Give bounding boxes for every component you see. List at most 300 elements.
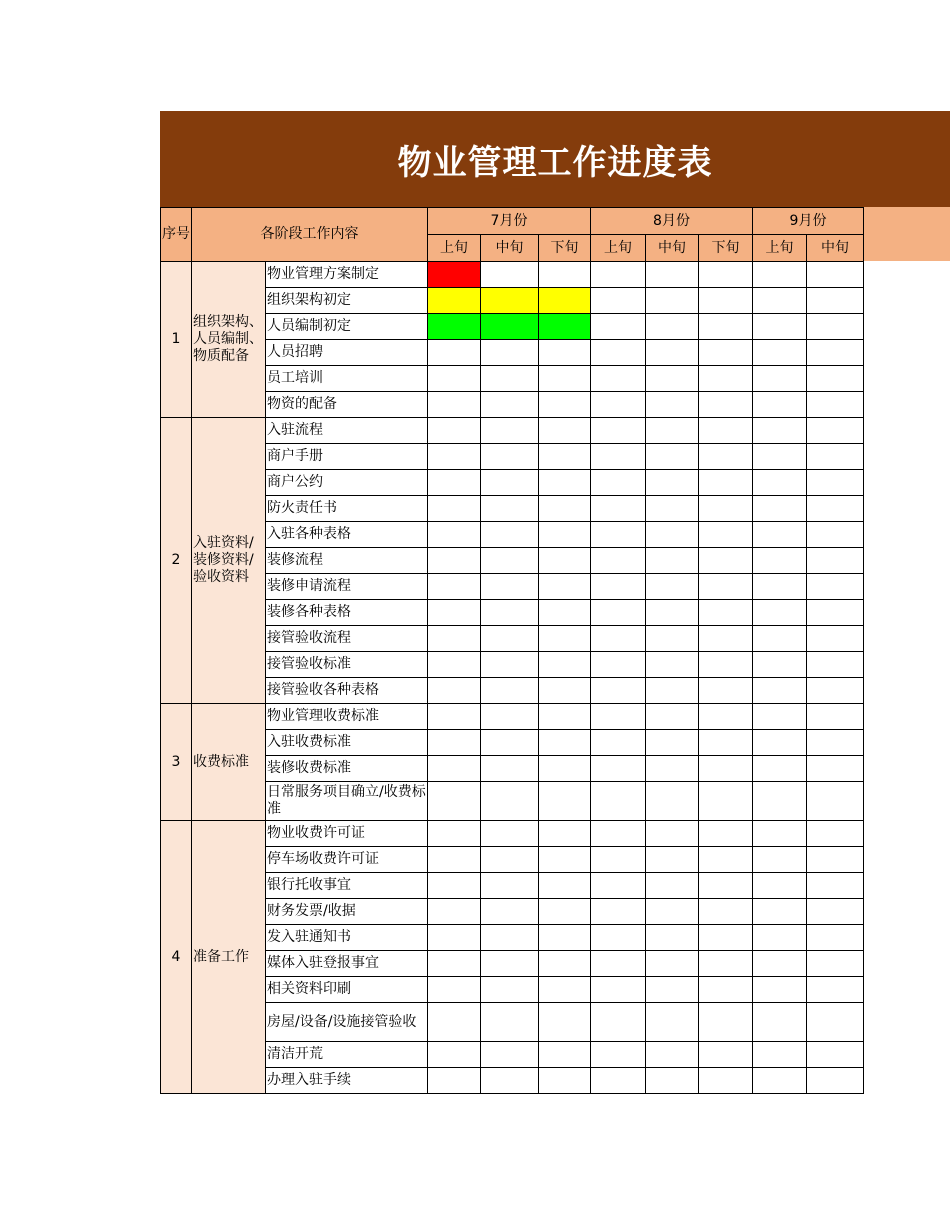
task-cell[interactable]: 入驻流程: [266, 418, 428, 444]
progress-cell[interactable]: [753, 574, 807, 600]
progress-cell[interactable]: [539, 730, 591, 756]
progress-cell[interactable]: [539, 626, 591, 652]
progress-cell[interactable]: [807, 470, 864, 496]
progress-cell[interactable]: [753, 977, 807, 1003]
task-cell[interactable]: 装修申请流程: [266, 574, 428, 600]
task-cell[interactable]: 银行托收事宜: [266, 873, 428, 899]
progress-cell[interactable]: [539, 782, 591, 821]
table-row: [161, 873, 864, 899]
progress-cell[interactable]: [699, 678, 753, 704]
progress-cell[interactable]: [753, 899, 807, 925]
progress-cell[interactable]: [481, 392, 539, 418]
progress-cell[interactable]: [807, 1003, 864, 1042]
task-cell[interactable]: 房屋/设备/设施接管验收: [266, 1003, 428, 1042]
progress-cell[interactable]: [481, 340, 539, 366]
progress-cell[interactable]: [481, 444, 539, 470]
progress-cell[interactable]: [428, 574, 481, 600]
progress-cell[interactable]: [539, 977, 591, 1003]
task-cell[interactable]: 员工培训: [266, 366, 428, 392]
task-cell[interactable]: 商户手册: [266, 444, 428, 470]
task-cell[interactable]: 日常服务项目确立/收费标准: [266, 782, 428, 821]
progress-cell[interactable]: [646, 704, 699, 730]
progress-cell[interactable]: [646, 366, 699, 392]
progress-cell[interactable]: [428, 340, 481, 366]
progress-cell[interactable]: [591, 899, 646, 925]
progress-cell[interactable]: [539, 1068, 591, 1094]
progress-cell[interactable]: [699, 392, 753, 418]
progress-cell[interactable]: [481, 522, 539, 548]
task-cell[interactable]: 入驻各种表格: [266, 522, 428, 548]
progress-cell[interactable]: [591, 262, 646, 288]
progress-cell[interactable]: [428, 951, 481, 977]
progress-cell[interactable]: [699, 1003, 753, 1042]
progress-cell[interactable]: [807, 977, 864, 1003]
task-cell[interactable]: 清洁开荒: [266, 1042, 428, 1068]
progress-cell[interactable]: [481, 548, 539, 574]
progress-cell-yellow[interactable]: [428, 288, 481, 314]
progress-cell[interactable]: [428, 418, 481, 444]
progress-cell-yellow[interactable]: [481, 288, 539, 314]
progress-cell[interactable]: [753, 288, 807, 314]
progress-cell[interactable]: [428, 600, 481, 626]
progress-cell[interactable]: [807, 392, 864, 418]
progress-cell[interactable]: [481, 951, 539, 977]
progress-cell[interactable]: [539, 496, 591, 522]
task-cell[interactable]: 财务发票/收据: [266, 899, 428, 925]
progress-cell[interactable]: [699, 626, 753, 652]
progress-cell[interactable]: [646, 418, 699, 444]
table-row: [161, 925, 864, 951]
progress-cell[interactable]: [753, 782, 807, 821]
progress-cell[interactable]: [591, 1042, 646, 1068]
progress-cell[interactable]: [699, 600, 753, 626]
progress-cell[interactable]: [591, 340, 646, 366]
progress-cell[interactable]: [481, 262, 539, 288]
progress-cell[interactable]: [646, 626, 699, 652]
progress-cell[interactable]: [646, 899, 699, 925]
progress-cell[interactable]: [428, 626, 481, 652]
progress-cell[interactable]: [699, 951, 753, 977]
progress-cell[interactable]: [481, 418, 539, 444]
progress-cell[interactable]: [591, 652, 646, 678]
phase-cell: 入驻资料/装修资料/验收资料: [192, 418, 266, 704]
progress-cell[interactable]: [539, 873, 591, 899]
progress-cell[interactable]: [646, 262, 699, 288]
progress-cell[interactable]: [591, 951, 646, 977]
progress-cell[interactable]: [591, 1068, 646, 1094]
progress-cell[interactable]: [646, 470, 699, 496]
progress-cell[interactable]: [428, 548, 481, 574]
progress-cell[interactable]: [481, 470, 539, 496]
progress-cell[interactable]: [646, 1042, 699, 1068]
progress-cell[interactable]: [428, 444, 481, 470]
progress-cell[interactable]: [753, 392, 807, 418]
progress-cell[interactable]: [699, 873, 753, 899]
progress-cell[interactable]: [807, 1042, 864, 1068]
progress-cell[interactable]: [539, 262, 591, 288]
progress-cell[interactable]: [591, 704, 646, 730]
progress-cell[interactable]: [807, 873, 864, 899]
progress-cell[interactable]: [428, 522, 481, 548]
progress-cell[interactable]: [699, 366, 753, 392]
table-row: [161, 678, 864, 704]
progress-cell[interactable]: [753, 418, 807, 444]
progress-cell[interactable]: [591, 847, 646, 873]
progress-cell-green[interactable]: [428, 314, 481, 340]
table-row: [161, 574, 864, 600]
progress-cell[interactable]: [591, 873, 646, 899]
progress-cell[interactable]: [481, 1068, 539, 1094]
progress-cell[interactable]: [807, 314, 864, 340]
table-row: [161, 418, 864, 444]
progress-cell[interactable]: [646, 288, 699, 314]
progress-cell[interactable]: [591, 1003, 646, 1042]
progress-cell-green[interactable]: [539, 314, 591, 340]
progress-cell[interactable]: [646, 925, 699, 951]
progress-cell[interactable]: [428, 977, 481, 1003]
task-cell[interactable]: 物业管理方案制定: [266, 262, 428, 288]
progress-cell[interactable]: [646, 730, 699, 756]
progress-cell[interactable]: [428, 782, 481, 821]
task-cell[interactable]: 人员编制初定: [266, 314, 428, 340]
progress-cell[interactable]: [428, 496, 481, 522]
progress-cell[interactable]: [699, 782, 753, 821]
progress-cell[interactable]: [539, 444, 591, 470]
progress-cell[interactable]: [646, 1003, 699, 1042]
progress-cell[interactable]: [753, 925, 807, 951]
progress-cell[interactable]: [481, 704, 539, 730]
progress-cell[interactable]: [753, 262, 807, 288]
progress-cell[interactable]: [753, 444, 807, 470]
progress-cell[interactable]: [481, 756, 539, 782]
progress-cell[interactable]: [807, 821, 864, 847]
progress-cell[interactable]: [807, 899, 864, 925]
task-cell[interactable]: 物业收费许可证: [266, 821, 428, 847]
progress-cell[interactable]: [539, 600, 591, 626]
progress-cell[interactable]: [807, 496, 864, 522]
progress-cell[interactable]: [646, 652, 699, 678]
progress-cell[interactable]: [428, 470, 481, 496]
progress-cell[interactable]: [481, 899, 539, 925]
task-cell[interactable]: 办理入驻手续: [266, 1068, 428, 1094]
table-row: [161, 782, 864, 821]
progress-cell[interactable]: [591, 418, 646, 444]
progress-cell[interactable]: [428, 704, 481, 730]
task-cell[interactable]: 防火责任书: [266, 496, 428, 522]
progress-cell[interactable]: [481, 574, 539, 600]
progress-cell[interactable]: [428, 1003, 481, 1042]
task-cell[interactable]: 接管验收标准: [266, 652, 428, 678]
progress-cell[interactable]: [699, 730, 753, 756]
progress-cell[interactable]: [428, 678, 481, 704]
progress-cell[interactable]: [753, 366, 807, 392]
progress-cell[interactable]: [753, 951, 807, 977]
progress-cell[interactable]: [807, 366, 864, 392]
progress-cell[interactable]: [807, 951, 864, 977]
progress-cell[interactable]: [539, 470, 591, 496]
progress-cell[interactable]: [539, 392, 591, 418]
progress-cell[interactable]: [699, 756, 753, 782]
progress-cell[interactable]: [428, 392, 481, 418]
progress-cell[interactable]: [539, 574, 591, 600]
progress-cell[interactable]: [481, 678, 539, 704]
progress-cell[interactable]: [591, 925, 646, 951]
progress-cell[interactable]: [539, 418, 591, 444]
progress-cell[interactable]: [591, 392, 646, 418]
progress-cell[interactable]: [539, 1003, 591, 1042]
progress-cell[interactable]: [699, 262, 753, 288]
progress-cell[interactable]: [539, 899, 591, 925]
progress-cell[interactable]: [481, 925, 539, 951]
progress-cell[interactable]: [646, 314, 699, 340]
table-row: [161, 756, 864, 782]
progress-cell[interactable]: [699, 704, 753, 730]
task-cell[interactable]: 媒体入驻登报事宜: [266, 951, 428, 977]
progress-cell[interactable]: [753, 522, 807, 548]
progress-cell[interactable]: [591, 470, 646, 496]
progress-cell[interactable]: [753, 1042, 807, 1068]
progress-cell[interactable]: [646, 392, 699, 418]
progress-cell-red[interactable]: [428, 262, 481, 288]
progress-cell[interactable]: [428, 652, 481, 678]
progress-cell[interactable]: [807, 574, 864, 600]
progress-cell[interactable]: [428, 1042, 481, 1068]
task-cell[interactable]: 物资的配备: [266, 392, 428, 418]
seq-cell: 1: [161, 262, 192, 418]
progress-cell[interactable]: [646, 574, 699, 600]
progress-cell[interactable]: [807, 626, 864, 652]
task-cell[interactable]: 组织架构初定: [266, 288, 428, 314]
progress-cell[interactable]: [481, 1003, 539, 1042]
progress-cell[interactable]: [481, 730, 539, 756]
progress-cell[interactable]: [699, 652, 753, 678]
table-row: [161, 1042, 864, 1068]
table-row: [161, 626, 864, 652]
task-cell[interactable]: 物业管理收费标准: [266, 704, 428, 730]
period-header: 上旬: [428, 235, 481, 262]
progress-cell[interactable]: [753, 626, 807, 652]
task-cell[interactable]: 接管验收流程: [266, 626, 428, 652]
progress-cell[interactable]: [807, 782, 864, 821]
progress-cell[interactable]: [699, 1068, 753, 1094]
progress-cell[interactable]: [646, 756, 699, 782]
progress-cell[interactable]: [753, 600, 807, 626]
progress-cell[interactable]: [807, 548, 864, 574]
progress-cell[interactable]: [807, 925, 864, 951]
progress-cell[interactable]: [753, 496, 807, 522]
progress-cell[interactable]: [807, 730, 864, 756]
progress-cell[interactable]: [591, 574, 646, 600]
progress-cell[interactable]: [753, 756, 807, 782]
progress-cell[interactable]: [699, 574, 753, 600]
progress-cell[interactable]: [591, 756, 646, 782]
table-row: [161, 1003, 864, 1042]
progress-cell[interactable]: [699, 496, 753, 522]
progress-cell[interactable]: [753, 340, 807, 366]
progress-cell[interactable]: [699, 314, 753, 340]
progress-cell[interactable]: [807, 288, 864, 314]
progress-cell[interactable]: [481, 1042, 539, 1068]
table-row: [161, 496, 864, 522]
period-header: 下旬: [539, 235, 591, 262]
progress-cell[interactable]: [807, 262, 864, 288]
progress-cell[interactable]: [591, 288, 646, 314]
table-row: [161, 951, 864, 977]
progress-cell[interactable]: [646, 444, 699, 470]
progress-cell[interactable]: [646, 1068, 699, 1094]
progress-cell[interactable]: [699, 925, 753, 951]
progress-cell[interactable]: [753, 730, 807, 756]
table-row: [161, 340, 864, 366]
progress-cell[interactable]: [646, 951, 699, 977]
phase-cell: 收费标准: [192, 704, 266, 821]
progress-cell[interactable]: [539, 522, 591, 548]
progress-cell[interactable]: [646, 847, 699, 873]
month-header: 8月份: [591, 208, 753, 235]
progress-cell[interactable]: [753, 1068, 807, 1094]
progress-cell[interactable]: [699, 977, 753, 1003]
progress-cell-yellow[interactable]: [539, 288, 591, 314]
progress-cell[interactable]: [699, 340, 753, 366]
progress-cell[interactable]: [428, 899, 481, 925]
progress-cell[interactable]: [699, 470, 753, 496]
progress-cell[interactable]: [753, 873, 807, 899]
progress-cell[interactable]: [807, 340, 864, 366]
progress-cell[interactable]: [481, 977, 539, 1003]
task-cell[interactable]: 商户公约: [266, 470, 428, 496]
progress-cell[interactable]: [428, 847, 481, 873]
progress-cell[interactable]: [646, 873, 699, 899]
task-cell[interactable]: 相关资料印刷: [266, 977, 428, 1003]
progress-cell[interactable]: [591, 977, 646, 1003]
task-cell[interactable]: 装修各种表格: [266, 600, 428, 626]
progress-cell[interactable]: [481, 366, 539, 392]
progress-cell[interactable]: [481, 496, 539, 522]
progress-cell[interactable]: [591, 444, 646, 470]
progress-cell[interactable]: [646, 548, 699, 574]
progress-cell[interactable]: [807, 847, 864, 873]
progress-cell[interactable]: [428, 1068, 481, 1094]
progress-cell[interactable]: [428, 756, 481, 782]
task-cell[interactable]: 停车场收费许可证: [266, 847, 428, 873]
progress-cell[interactable]: [591, 782, 646, 821]
progress-cell[interactable]: [807, 1068, 864, 1094]
progress-cell[interactable]: [591, 496, 646, 522]
progress-cell[interactable]: [428, 821, 481, 847]
progress-cell[interactable]: [539, 756, 591, 782]
progress-cell[interactable]: [591, 626, 646, 652]
progress-cell[interactable]: [481, 600, 539, 626]
progress-cell[interactable]: [699, 1042, 753, 1068]
progress-cell[interactable]: [539, 925, 591, 951]
progress-cell[interactable]: [428, 873, 481, 899]
progress-cell[interactable]: [591, 821, 646, 847]
progress-cell[interactable]: [591, 548, 646, 574]
progress-cell[interactable]: [539, 340, 591, 366]
progress-cell[interactable]: [539, 821, 591, 847]
progress-cell[interactable]: [481, 652, 539, 678]
progress-cell[interactable]: [591, 730, 646, 756]
progress-cell[interactable]: [699, 821, 753, 847]
progress-cell[interactable]: [539, 1042, 591, 1068]
progress-cell[interactable]: [753, 652, 807, 678]
task-cell[interactable]: 接管验收各种表格: [266, 678, 428, 704]
task-cell[interactable]: 发入驻通知书: [266, 925, 428, 951]
progress-cell[interactable]: [753, 678, 807, 704]
progress-cell[interactable]: [481, 873, 539, 899]
progress-cell[interactable]: [753, 1003, 807, 1042]
progress-cell[interactable]: [807, 652, 864, 678]
progress-cell[interactable]: [539, 951, 591, 977]
task-cell[interactable]: 入驻收费标准: [266, 730, 428, 756]
progress-cell[interactable]: [646, 821, 699, 847]
progress-cell[interactable]: [646, 496, 699, 522]
progress-cell[interactable]: [539, 704, 591, 730]
progress-cell[interactable]: [428, 925, 481, 951]
task-cell[interactable]: 装修收费标准: [266, 756, 428, 782]
progress-cell[interactable]: [807, 444, 864, 470]
progress-cell[interactable]: [699, 522, 753, 548]
progress-cell[interactable]: [753, 847, 807, 873]
progress-cell[interactable]: [428, 366, 481, 392]
seq-header: 序号: [161, 208, 192, 262]
progress-cell[interactable]: [699, 847, 753, 873]
progress-cell[interactable]: [481, 821, 539, 847]
progress-cell[interactable]: [753, 548, 807, 574]
progress-cell[interactable]: [699, 418, 753, 444]
progress-cell[interactable]: [807, 678, 864, 704]
progress-cell[interactable]: [646, 522, 699, 548]
progress-cell[interactable]: [481, 782, 539, 821]
task-cell[interactable]: 装修流程: [266, 548, 428, 574]
progress-cell[interactable]: [753, 821, 807, 847]
progress-cell[interactable]: [428, 730, 481, 756]
task-cell[interactable]: 人员招聘: [266, 340, 428, 366]
progress-cell[interactable]: [753, 314, 807, 340]
progress-cell[interactable]: [646, 600, 699, 626]
progress-cell[interactable]: [591, 600, 646, 626]
progress-cell[interactable]: [699, 444, 753, 470]
progress-cell[interactable]: [646, 977, 699, 1003]
progress-cell[interactable]: [539, 548, 591, 574]
progress-cell[interactable]: [539, 678, 591, 704]
progress-cell[interactable]: [807, 704, 864, 730]
progress-cell[interactable]: [539, 366, 591, 392]
progress-cell[interactable]: [646, 782, 699, 821]
progress-cell[interactable]: [807, 522, 864, 548]
progress-cell[interactable]: [591, 314, 646, 340]
progress-cell[interactable]: [807, 600, 864, 626]
progress-cell[interactable]: [699, 548, 753, 574]
progress-cell[interactable]: [481, 626, 539, 652]
progress-cell[interactable]: [699, 288, 753, 314]
progress-cell[interactable]: [753, 470, 807, 496]
progress-cell[interactable]: [591, 366, 646, 392]
progress-cell[interactable]: [753, 704, 807, 730]
progress-cell[interactable]: [807, 756, 864, 782]
progress-cell[interactable]: [646, 678, 699, 704]
progress-cell[interactable]: [539, 847, 591, 873]
progress-cell[interactable]: [539, 652, 591, 678]
progress-cell[interactable]: [699, 899, 753, 925]
progress-cell-green[interactable]: [481, 314, 539, 340]
table-row: [161, 392, 864, 418]
progress-cell[interactable]: [481, 847, 539, 873]
progress-cell[interactable]: [591, 678, 646, 704]
progress-cell[interactable]: [646, 340, 699, 366]
progress-cell[interactable]: [807, 418, 864, 444]
progress-cell[interactable]: [591, 522, 646, 548]
